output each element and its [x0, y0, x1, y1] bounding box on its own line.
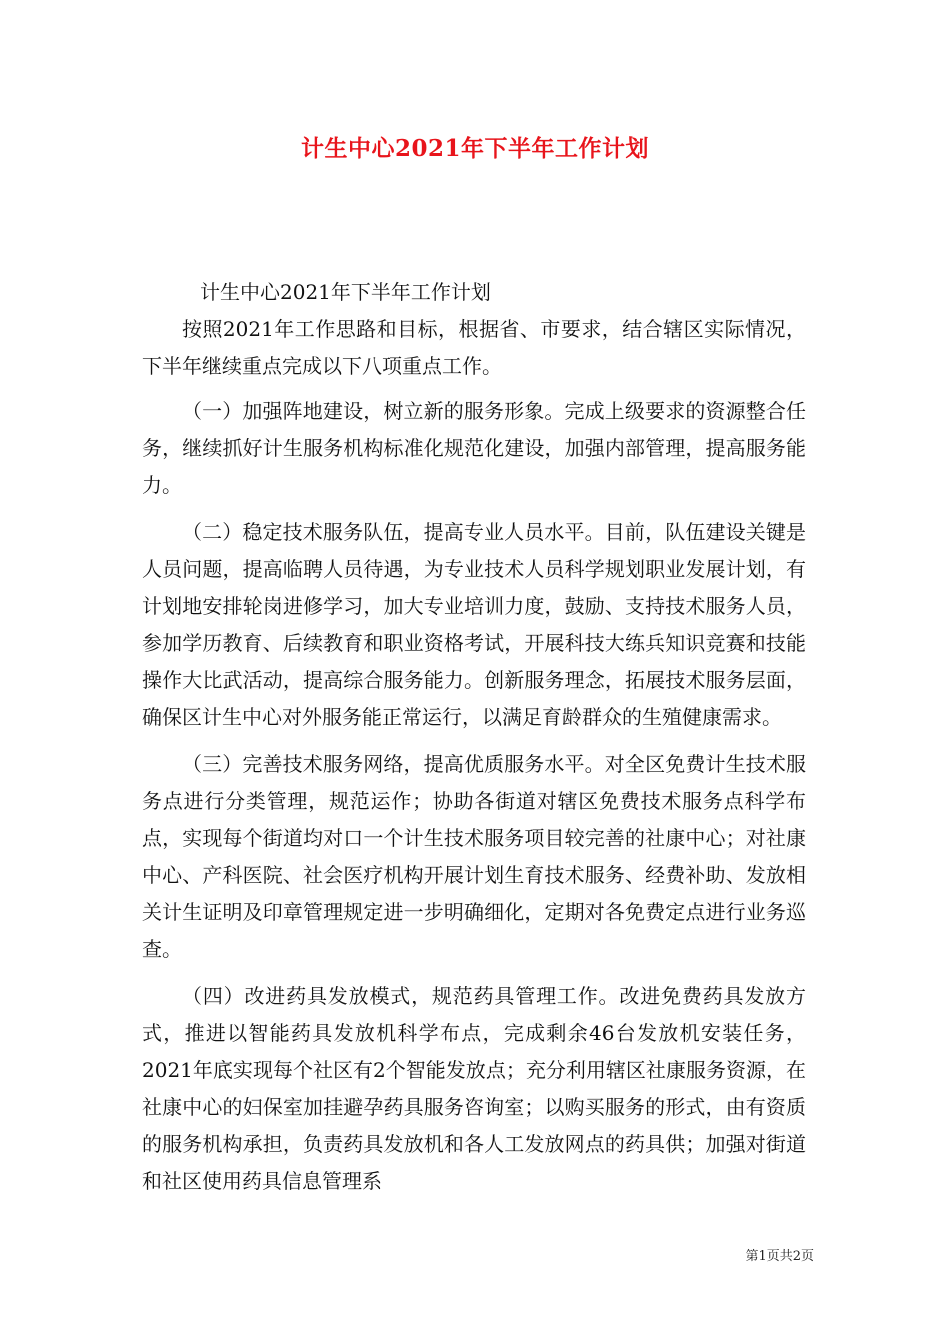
paragraph-3: （三）完善技术服务网络，提高优质服务水平。对全区免费计生技术服务点进行分类管理，规范运作；协助各街道对辖区免费技术服务点科学布点，实现每个街道均对口一个计生技术服务项目较完善的社康中心；对社康中心、产科医院、社会医疗机构开展计划生育技术服务、经费补助、发放相关计生证明及印章管理规定进一步明确细化，定期对各免费定点进行业务巡查。: [142, 752, 806, 961]
paragraph-4: （四）改进药具发放模式，规范药具管理工作。改进免费药具发放方式，推进以智能药具发放机科学布点，完成剩余46台发放机安装任务，2021年底实现每个社区有2个智能发放点；充分利用辖区社康服务资源，在社康中心的妇保室加挂避孕药具服务咨询室；以购买服务的形式，由有资质的服务机构承担，负责药具发放机和各人工发放网点的药具供；加强对街道和社区使用药具信息管理系: [142, 984, 806, 1193]
paragraph-2: （二）稳定技术服务队伍，提高专业人员水平。目前，队伍建设关键是人员问题，提高临聘人员待遇，为专业技术人员科学规划职业发展计划，有计划地安排轮岗进修学习，加大专业培训力度，鼓励、支持技术服务人员，参加学历教育、后续教育和职业资格考试，开展科技大练兵知识竞赛和技能操作大比武活动，提高综合服务能力。创新服务理念，拓展技术服务层面，确保区计生中心对外服务能正常运行，以满足育龄群众的生殖健康需求。: [142, 520, 806, 729]
document-subtitle: 计生中心2021年下半年工作计划: [200, 280, 491, 304]
paragraph-1: （一）加强阵地建设，树立新的服务形象。完成上级要求的资源整合任务，继续抓好计生服务机构标准化规范化建设，加强内部管理，提高服务能力。: [142, 399, 806, 497]
document-body: [142, 274, 806, 1210]
page-number: 第1页共2页: [745, 1249, 814, 1264]
document-title: 计生中心2021年下半年工作计划: [300, 135, 649, 162]
paragraph-intro: 按照2021年工作思路和目标，根据省、市要求，结合辖区实际情况，下半年继续重点完成以下八项重点工作。: [142, 317, 806, 378]
